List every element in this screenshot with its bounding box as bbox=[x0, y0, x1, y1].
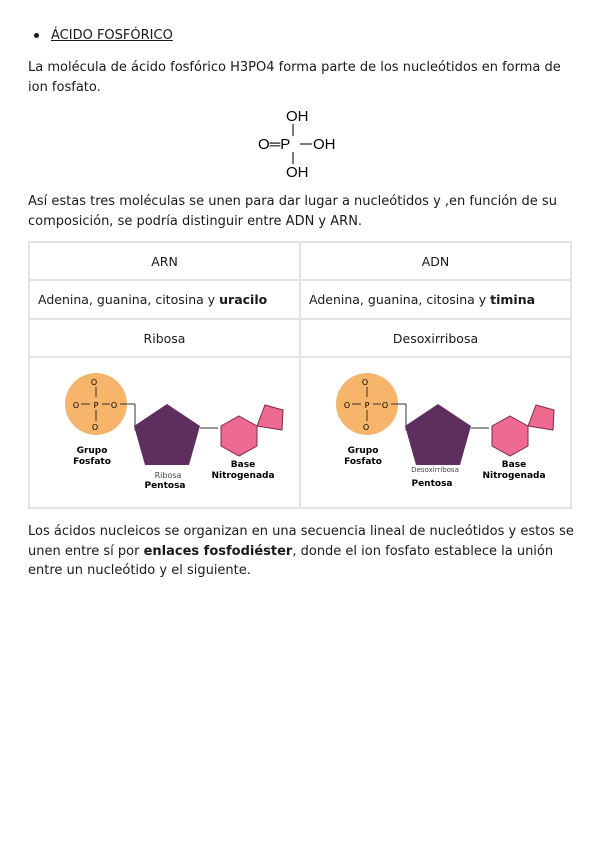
svg-text:O: O bbox=[381, 401, 389, 410]
bases-adn: Adenina, guanina, citosina y timina bbox=[300, 280, 571, 319]
svg-text:O: O bbox=[110, 401, 118, 410]
sugar-name-adn: Desoxirribosa bbox=[411, 466, 459, 474]
phosphate-label-2: Fosfato bbox=[73, 457, 111, 467]
svg-text:P: P bbox=[93, 401, 99, 410]
svg-text:O: O bbox=[90, 378, 98, 387]
comparison-table bbox=[28, 241, 572, 509]
bases-adn-bold: timina bbox=[490, 292, 536, 307]
formula-oh-top: OH bbox=[286, 108, 309, 125]
header-arn: ARN bbox=[29, 242, 300, 280]
phosphoric-acid-formula bbox=[256, 104, 346, 184]
sugar-name-arn: Ribosa bbox=[154, 471, 182, 480]
nucleotide-diagram-adn bbox=[300, 357, 571, 508]
svg-text:P: P bbox=[364, 401, 370, 410]
section-heading bbox=[34, 28, 173, 43]
formula-oh-right: OH bbox=[313, 136, 336, 153]
svg-text:O: O bbox=[72, 401, 80, 410]
bases-arn-bold: uracilo bbox=[219, 292, 268, 307]
heading-text: ÁCIDO FOSFÓRICO bbox=[51, 28, 173, 43]
bullet-icon bbox=[34, 33, 39, 38]
svg-text:O: O bbox=[361, 378, 369, 387]
pentose-label: Pentosa bbox=[144, 481, 186, 491]
svg-text:Grupo: Grupo bbox=[347, 446, 379, 456]
header-adn: ADN bbox=[300, 242, 571, 280]
phosphodiester-bold: enlaces fosfodiéster bbox=[143, 543, 293, 559]
formula-oh-bottom: OH bbox=[286, 164, 309, 181]
sugar-adn: Desoxirribosa bbox=[300, 319, 571, 357]
svg-text:O: O bbox=[343, 401, 351, 410]
svg-text:Nitrogenada: Nitrogenada bbox=[482, 471, 546, 481]
sugar-arn: Ribosa bbox=[29, 319, 300, 357]
base-label-1: Base bbox=[230, 460, 256, 470]
paragraph-intro: La molécula de ácido fosfórico H3PO4 forma parte de los nucleótidos en forma de ion fosfato. bbox=[28, 60, 561, 95]
bases-arn: Adenina, guanina, citosina y uracilo bbox=[29, 280, 300, 319]
base-label-2: Nitrogenada bbox=[211, 471, 275, 481]
paragraph-composition: Así estas tres moléculas se unen para dar lugar a nucleótidos y ,en función de su composición, se podría distinguir entre ADN y ARN. bbox=[28, 194, 557, 229]
svg-text:O: O bbox=[91, 423, 99, 432]
svg-text:Pentosa: Pentosa bbox=[411, 479, 453, 489]
nucleotide-adn-svg bbox=[309, 358, 579, 504]
svg-text:Fosfato: Fosfato bbox=[344, 457, 382, 467]
nucleotide-arn-svg bbox=[38, 358, 308, 504]
nucleotide-diagram-arn bbox=[29, 357, 300, 508]
phosphate-label-1: Grupo bbox=[76, 446, 108, 456]
paragraph-phosphodiester: Los ácidos nucleicos se organizan en una secuencia lineal de nucleótidos y estos se unen entre sí por enlaces fosfodiéster, donde el ion fosfato establece la unión entre un nucleótido y el siguiente. bbox=[28, 524, 574, 578]
formula-o-p: O═P bbox=[258, 136, 291, 153]
svg-text:O: O bbox=[362, 423, 370, 432]
svg-text:Base: Base bbox=[501, 460, 527, 470]
